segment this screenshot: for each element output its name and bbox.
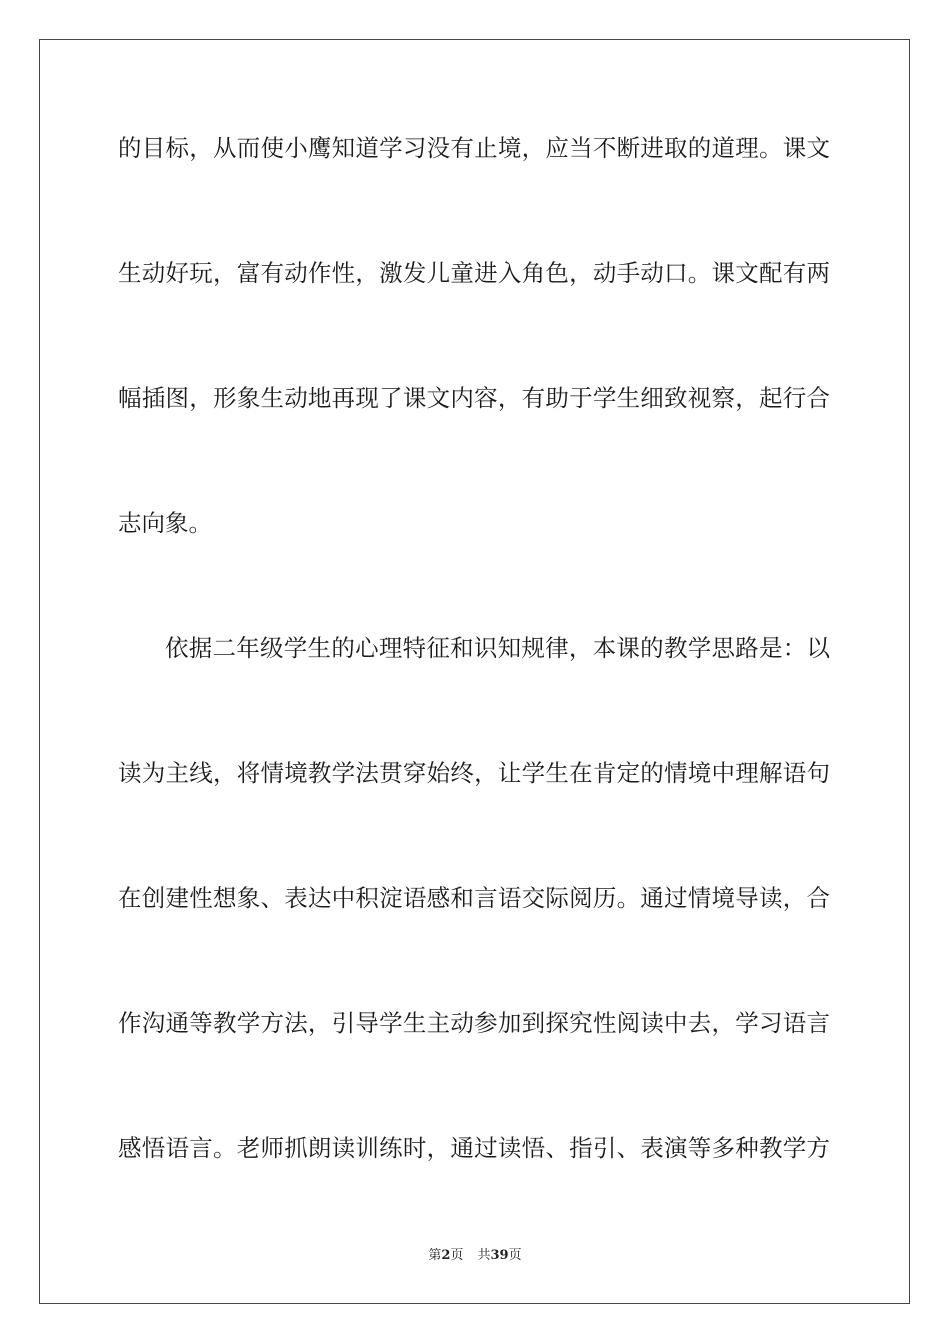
text-line: 在创建性想象、表达中积淀语感和言语交际阅历。通过情境导读，合: [118, 884, 830, 912]
page-prefix: 第: [428, 1248, 442, 1263]
page-footer: [0, 1248, 950, 1264]
page-current: 2: [441, 1248, 451, 1263]
total-prefix: 共: [477, 1248, 491, 1263]
text-line: 读为主线，将情境教学法贯穿始终，让学生在肯定的情境中理解语句: [118, 759, 830, 787]
paragraph-first-line: 依据二年级学生的心理特征和识知规律，本课的教学思路是：以: [165, 634, 830, 662]
page-suffix: 页: [450, 1248, 464, 1263]
page-total: 39: [490, 1248, 509, 1263]
total-suffix: 页: [508, 1248, 522, 1263]
page-frame: [39, 39, 910, 1304]
text-line: 生动好玩，富有动作性，激发儿童进入角色，动手动口。课文配有两: [118, 259, 830, 287]
text-line: 感悟语言。老师抓朗读训练时，通过读悟、指引、表演等多种教学方: [118, 1134, 830, 1162]
text-line: 幅插图，形象生动地再现了课文内容，有助于学生细致视察，起行合: [118, 384, 830, 412]
text-line: 作沟通等教学方法，引导学生主动参加到探究性阅读中去，学习语言: [118, 1009, 830, 1037]
text-line: 志向象。: [118, 509, 212, 537]
text-line: 的目标，从而使小鹰知道学习没有止境，应当不断进取的道理。课文: [118, 134, 830, 162]
